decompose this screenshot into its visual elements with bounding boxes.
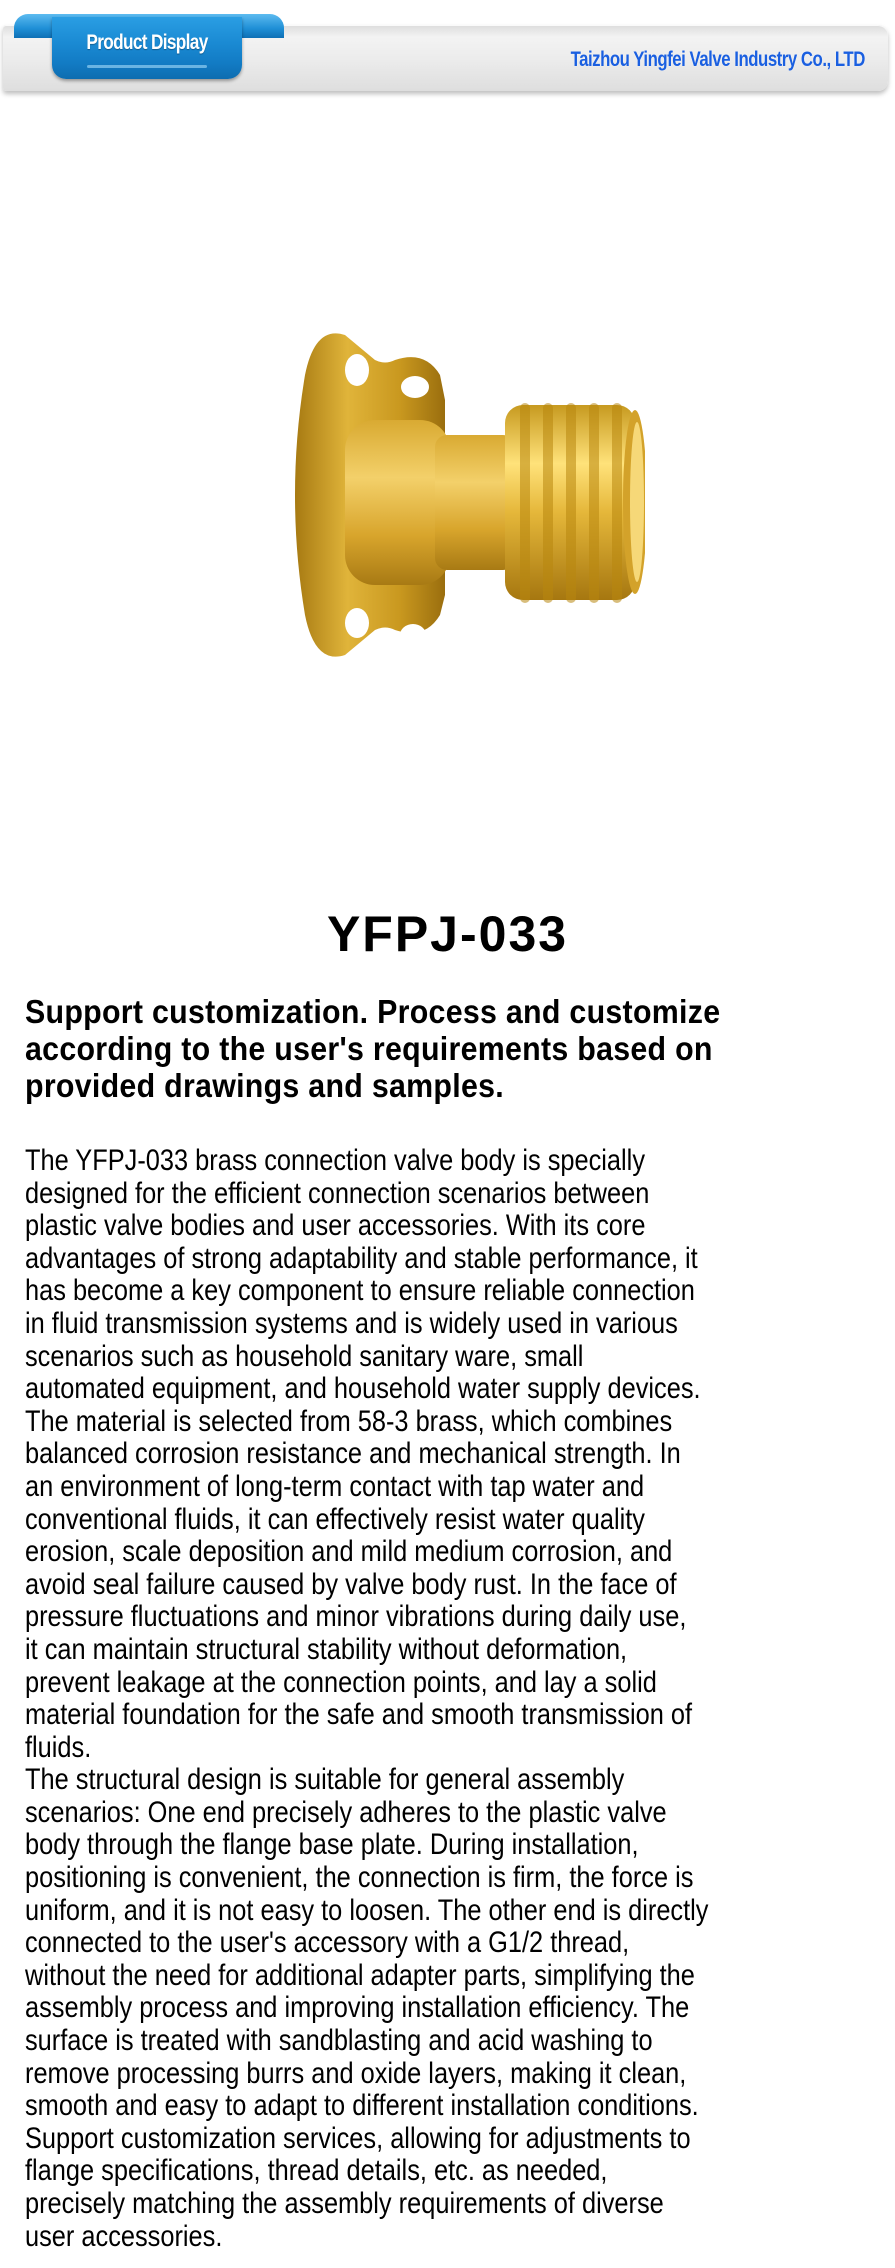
description-line: positioning is convenient, the connection is firm, the force is bbox=[25, 1861, 694, 1895]
description-line: scenarios: One end precisely adheres to the plastic valve bbox=[25, 1795, 667, 1829]
description-line: balanced corrosion resistance and mechanical strength. In bbox=[25, 1437, 681, 1471]
product-display-ribbon bbox=[52, 17, 242, 79]
description-line: assembly process and improving installation efficiency. The bbox=[25, 1991, 690, 2025]
description-line: remove processing burrs and oxide layers, making it clean, bbox=[25, 2056, 687, 2090]
description-line: material foundation for the safe and smooth transmission of bbox=[25, 1698, 693, 1732]
section-banner bbox=[0, 0, 895, 100]
description-line: uniform, and it is not easy to loosen. The other end is directly bbox=[25, 1893, 709, 1927]
description-line: advantages of strong adaptability and stable performance, it bbox=[25, 1241, 698, 1275]
description-line: precisely matching the assembly requirements of diverse bbox=[25, 2187, 664, 2220]
description-line: avoid seal failure caused by valve body rust. In the face of bbox=[25, 1567, 677, 1601]
description-line: smooth and easy to adapt to different installation conditions. bbox=[25, 2089, 699, 2123]
description-line: designed for the efficient connection scenarios between bbox=[25, 1176, 650, 1210]
description-line: The structural design is suitable for general assembly bbox=[25, 1763, 625, 1797]
description-line: Support customization services, allowing for adjustments to bbox=[25, 2121, 691, 2155]
description-line: The material is selected from 58-3 brass, which combines bbox=[25, 1404, 673, 1438]
heading-line: Support customization. Process and customize bbox=[25, 993, 721, 1030]
description-line: connected to the user's accessory with a G1/2 thread, bbox=[25, 1926, 630, 1960]
description-line: surface is treated with sandblasting and acid washing to bbox=[25, 2024, 653, 2058]
ribbon-label: Product Display bbox=[86, 31, 208, 54]
description-line: scenarios such as household sanitary ware, small bbox=[25, 1339, 584, 1373]
description-line: in fluid transmission systems and is widely used in various bbox=[25, 1306, 678, 1340]
description-line: user accessories. bbox=[25, 2219, 223, 2253]
description-line: it can maintain structural stability without deformation, bbox=[25, 1632, 628, 1666]
description-line: fluids. bbox=[25, 1730, 92, 1764]
description-line: prevent leakage at the connection points, and lay a solid bbox=[25, 1665, 657, 1699]
product-image bbox=[265, 305, 645, 685]
brass-fitting-illustration bbox=[265, 305, 645, 685]
description-line: The YFPJ-033 brass connection valve body is specially bbox=[25, 1144, 646, 1177]
description-line: conventional fluids, it can effectively resist water quality bbox=[25, 1502, 645, 1536]
product-description bbox=[25, 1145, 895, 2253]
description-line: an environment of long-term contact with tap water and bbox=[25, 1469, 645, 1503]
description-line: automated equipment, and household water supply devices. bbox=[25, 1372, 701, 1406]
description-line: body through the flange base plate. During installation, bbox=[25, 1828, 639, 1862]
heading-line: according to the user's requirements based on bbox=[25, 1030, 713, 1067]
company-name: Taizhou Yingfei Valve Industry Co., LTD bbox=[570, 48, 865, 71]
description-line: plastic valve bodies and user accessories. With its core bbox=[25, 1209, 646, 1243]
customization-heading bbox=[25, 993, 885, 1104]
description-line: flange specifications, thread details, etc. as needed, bbox=[25, 2154, 608, 2188]
description-line: has become a key component to ensure reliable connection bbox=[25, 1274, 695, 1308]
product-model-title: YFPJ-033 bbox=[326, 906, 569, 962]
description-line: without the need for additional adapter parts, simplifying the bbox=[25, 1958, 695, 1992]
description-line: erosion, scale deposition and mild medium corrosion, and bbox=[25, 1535, 673, 1569]
description-line: pressure fluctuations and minor vibrations during daily use, bbox=[25, 1600, 687, 1634]
heading-line: provided drawings and samples. bbox=[25, 1067, 504, 1104]
